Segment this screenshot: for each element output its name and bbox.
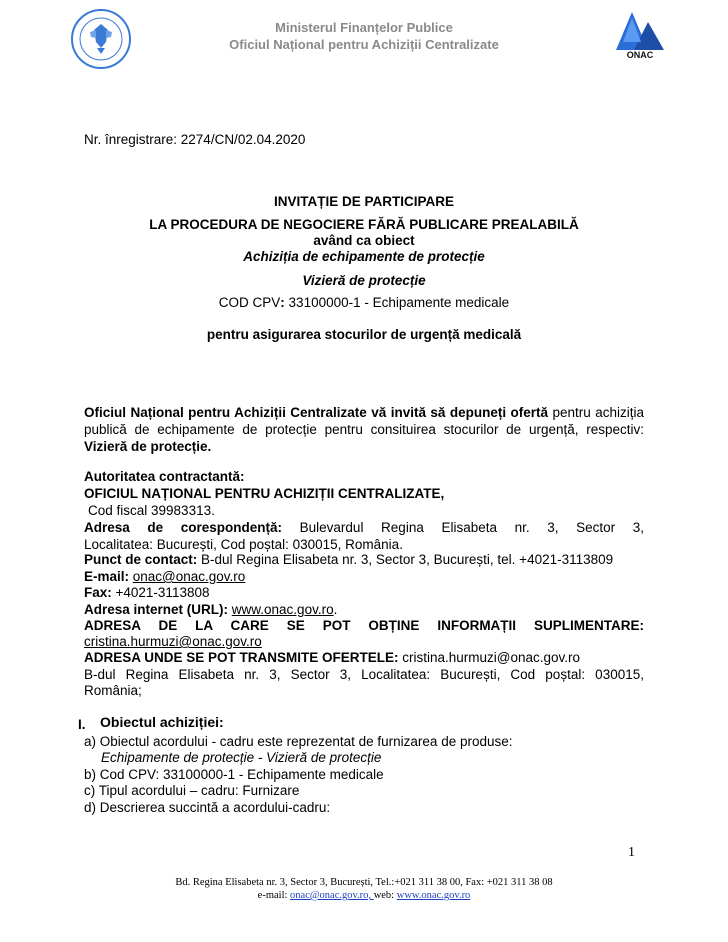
- footer-email-link[interactable]: onac@onac.gov.ro,: [290, 890, 374, 901]
- url-label: Adresa internet (URL):: [84, 602, 229, 617]
- title-acquisition: Achiziția de echipamente de protecție: [243, 249, 485, 264]
- intro-bold: Oficiul Național pentru Achiziții Centralizate vă invită să depuneți ofertă: [84, 405, 549, 420]
- page-number: 1: [628, 845, 635, 860]
- registration-number: Nr. înregistrare: 2274/CN/02.04.2020: [84, 132, 306, 147]
- authority-fax: [84, 584, 644, 601]
- address-value-1: Bulevardul Regina Elisabeta nr. 3, Sector 3,: [282, 520, 645, 535]
- authority-fiscal-code: Cod fiscal 39983313.: [88, 503, 215, 518]
- authority-contact: [84, 551, 644, 568]
- intro-text: pentru achiziția publică de echipamente de protecție pentru consituirea stocurilor de urgență, respectiv:: [84, 405, 644, 437]
- authority-address-line1: [84, 519, 644, 536]
- url-link[interactable]: www.onac.gov.ro: [231, 602, 334, 617]
- contact-value: B-dul Regina Elisabeta nr. 3, Sector 3, București, tel. +4021-3113809: [197, 552, 614, 567]
- offers-label: ADRESA UNDE SE POT TRANSMITE OFERTELE:: [84, 650, 399, 665]
- authority-email: [84, 568, 644, 585]
- title-object-intro: având ca obiect: [313, 233, 415, 248]
- title-cpv: [84, 294, 644, 311]
- onac-logo: [612, 10, 668, 68]
- authority-url: [84, 601, 644, 618]
- offers-email: cristina.hurmuzi@onac.gov.ro: [398, 650, 581, 665]
- section1-item-a: a) Obiectul acordului - cadru este reprezentat de furnizarea de produse:: [84, 734, 513, 749]
- section1-item-c: c) Tipul acordului – cadru: Furnizare: [84, 783, 300, 798]
- offers-postal-line2: România;: [84, 683, 142, 698]
- intro-product: Vizieră de protecție.: [84, 439, 212, 454]
- fax-label: Fax:: [84, 585, 112, 600]
- section1-title: Obiectul achiziției:: [100, 714, 224, 730]
- section1-number: I.: [78, 717, 86, 732]
- title-invitation: INVITAȚIE DE PARTICIPARE: [273, 194, 454, 209]
- authority-heading: Autoritatea contractantă:: [84, 469, 245, 484]
- title-purpose: pentru asigurarea stocurilor de urgență medicală: [206, 327, 522, 342]
- address-label: Adresa de corespondență:: [84, 520, 283, 535]
- info-address-email: [84, 633, 644, 650]
- cpv-value: 33100000-1 - Echipamente medicale: [284, 295, 510, 310]
- email-link[interactable]: onac@onac.gov.ro: [132, 569, 246, 584]
- contact-label: Punct de contact:: [84, 552, 198, 567]
- header-ministry: Ministerul Finanțelor Publice: [275, 20, 453, 35]
- section1-item-a-detail: Echipamente de protecție - Vizieră de protecție: [101, 750, 382, 765]
- cpv-label: COD CPV: [218, 295, 281, 310]
- authority-name: OFICIUL NAȚIONAL PENTRU ACHIZIȚII CENTRALIZATE,: [84, 486, 445, 501]
- footer-web-label: web:: [373, 890, 397, 901]
- footer-email-label: e-mail:: [257, 890, 291, 901]
- offers-address: [84, 649, 644, 666]
- info-email-link[interactable]: cristina.hurmuzi@onac.gov.ro: [84, 634, 262, 649]
- onac-logo-text: ONAC: [626, 50, 654, 60]
- intro-paragraph: [84, 404, 644, 455]
- footer-contact: [0, 889, 728, 902]
- info-address-label: ADRESA DE LA CARE SE POT OBȚINE INFORMAȚII SUPLIMENTARE:: [84, 618, 644, 633]
- fax-value: +4021-3113808: [111, 585, 210, 600]
- authority-address-line2: Localitatea: București, Cod poștal: 030015, România.: [84, 537, 403, 552]
- header-office: Oficiul Național pentru Achiziții Centralizate: [229, 37, 499, 52]
- offers-postal-line1: B-dul Regina Elisabeta nr. 3, Sector 3, Localitatea: București, Cod poștal: 030015,: [84, 667, 644, 682]
- footer-web-link[interactable]: www.onac.gov.ro: [396, 890, 471, 901]
- title-product: Vizieră de protecție: [302, 273, 426, 288]
- email-label: E-mail:: [84, 569, 130, 584]
- title-procedure: LA PROCEDURA DE NEGOCIERE FĂRĂ PUBLICARE PREALABILĂ: [149, 217, 579, 232]
- cpv-colon: :: [280, 295, 285, 310]
- url-end: .: [333, 602, 338, 617]
- section1-item-d: d) Descrierea succintă a acordului-cadru:: [84, 800, 331, 815]
- footer-address: Bd. Regina Elisabeta nr. 3, Sector 3, București, Tel.:+021 311 38 00, Fax: +021 311 38 08: [175, 877, 553, 888]
- section1-item-b: b) Cod CPV: 33100000-1 - Echipamente medicale: [84, 767, 384, 782]
